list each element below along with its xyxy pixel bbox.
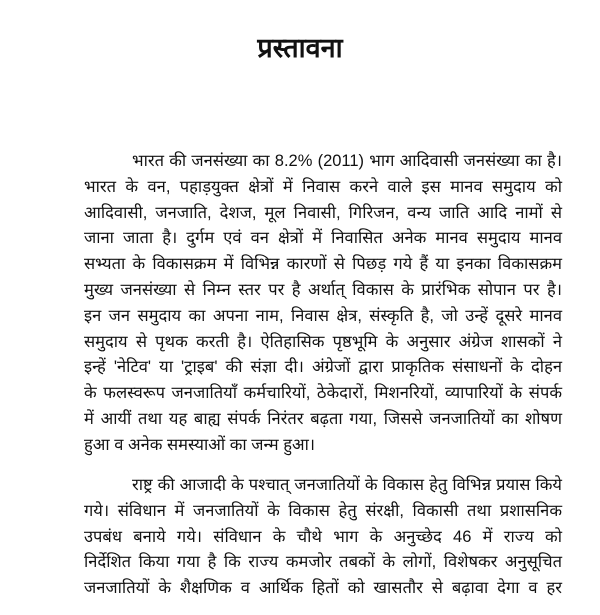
text-line: मुख्य जनसंख्या से निम्न स्तर पर है अर्थात् विकास के प्रारंभिक सोपान पर है। [84, 280, 562, 299]
text-line: उपबंध बनाये गये। संविधान के चौथे भाग के अनुच्छेद 46 में राज्य को [84, 527, 562, 546]
text-line: जाना जाता है। दुर्गम एवं वन क्षेत्रों में निवासित अनेक मानव समुदाय मानव [84, 229, 562, 248]
text-line: हुआ व अनेक समस्याओं का जन्म हुआ। [84, 435, 316, 454]
text-line: भारत की जनसंख्या का 8.2% (2011) भाग आदिवासी जनसंख्या का है। [132, 152, 562, 170]
text-line: समुदाय से पृथक करती है। ऐतिहासिक पृष्ठभूमि के अनुसार अंग्रेज शासकों ने [84, 332, 562, 351]
text-line: में आयीं तथा यह बाह्य संपर्क निरंतर बढ़ता गया, जिससे जनजातियों का शोषण [84, 409, 562, 428]
text-line: निर्देशित किया गया है कि राज्य कमजोर तबकों के लोगों, विशेषकर अनुसूचित [84, 553, 562, 572]
page-title: प्रस्तावना [257, 33, 343, 63]
text-line: गये। संविधान में जनजातियों के विकास हेतु संरक्षी, विकासी तथा प्रशासनिक [84, 501, 562, 520]
paragraph-2 [84, 473, 562, 602]
text-line: इन जन समुदाय का अपना नाम, निवास क्षेत्र, संस्कृति है, जो उन्हें दूसरे मानव [84, 306, 562, 325]
text-line: आदिवासी, जनजाति, देशज, मूल निवासी, गिरिजन, वन्य जाति आदि नामों से [84, 203, 562, 222]
text-line: सभ्यता के विकासक्रम में विभिन्न कारणों से पिछड़ गये हैं या इनका विकासक्रम [84, 255, 562, 274]
text-line: राष्ट्र की आजादी के पश्चात् जनजातियों के विकास हेतु विभिन्न प्रयास किये [132, 476, 562, 494]
text-line: के फलस्वरूप जनजातियाँ कर्मचारियों, ठेकेदारों, मिशनरियों, व्यापारियों के संपर्क [84, 384, 562, 403]
text-line: इन्हें 'नेटिव' या 'ट्राइब' की संज्ञा दी। अंग्रेजों द्वारा प्राकृतिक संसाधनों के दोहन [84, 358, 562, 377]
text-line: भारत के वन, पहाड़युक्त क्षेत्रों में निवास करने वाले इस मानव समुदाय को [84, 177, 562, 196]
paragraph-1 [84, 149, 562, 459]
text-line: जनजातियों के शैक्षणिक व आर्थिक हितों को खासतौर से बढ़ावा देगा व हर [84, 579, 562, 598]
